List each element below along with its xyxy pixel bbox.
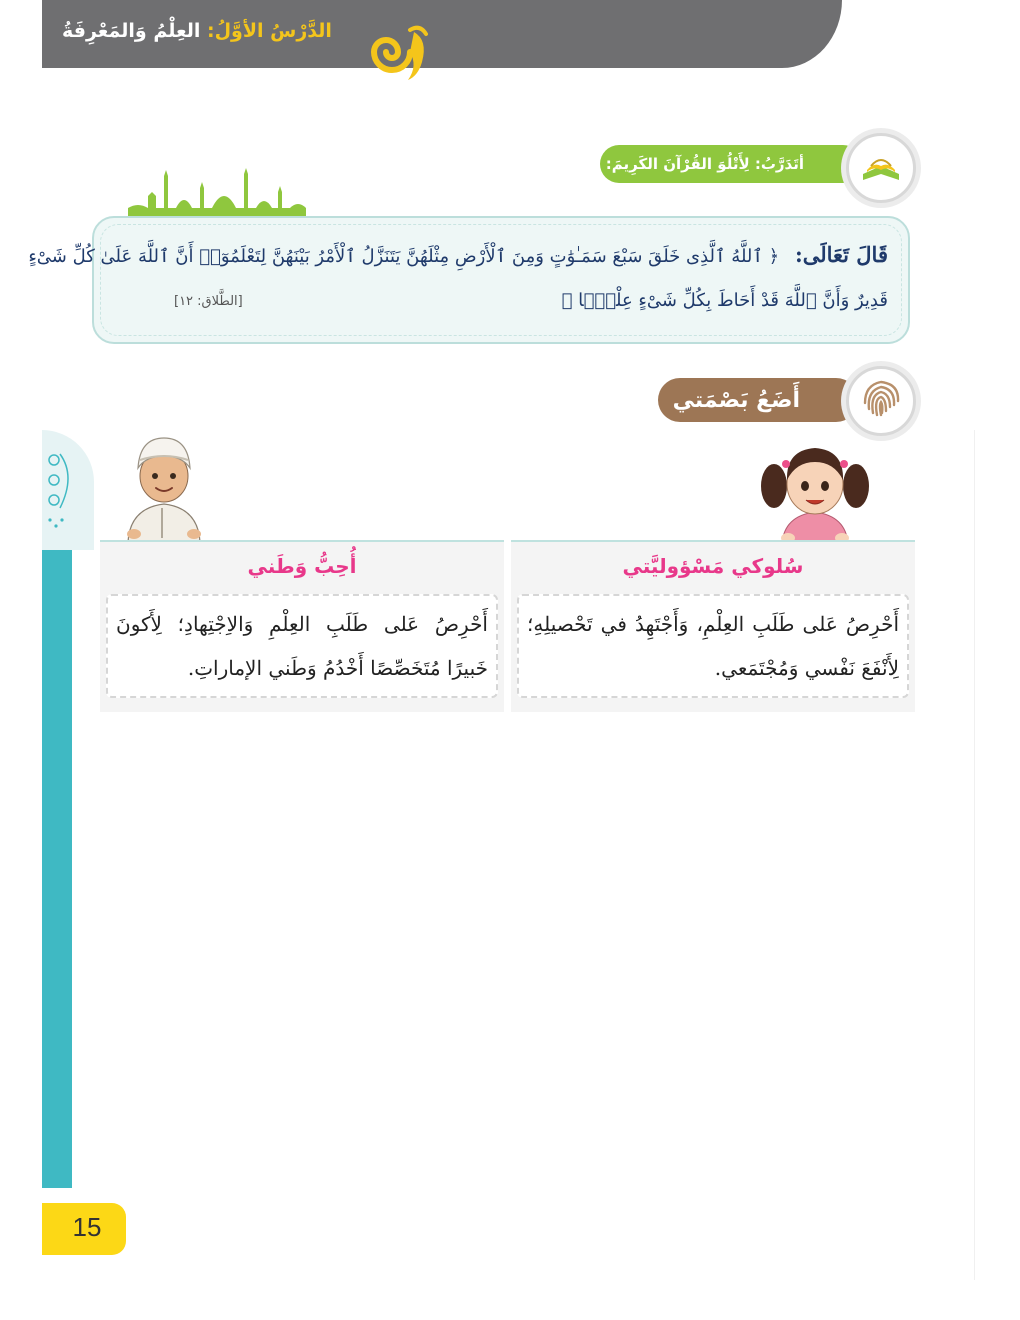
side-ornament-icon xyxy=(46,446,86,536)
fingerprint-section-title xyxy=(658,378,858,422)
verse-box xyxy=(28,216,910,344)
verse-text-2: قَدِيرٌ وَأَنَّ ٱللَّهَ قَدْ أَحَاطَ بِكُلِّ شَىْءٍ عِلْمًۢا ﴾ xyxy=(561,290,888,311)
verse-box-inner-border xyxy=(100,224,902,336)
verse-line-1 xyxy=(28,242,888,267)
quran-section-title-text: أتَدَرَّبُ: لِأَتْلُوَ القُرْآنَ الكَرِيمَ: xyxy=(605,155,804,173)
page-edge-line xyxy=(974,430,975,1280)
card-love-homeland xyxy=(100,540,504,712)
quran-section-title xyxy=(600,145,862,183)
fingerprint-icon xyxy=(849,369,913,433)
fingerprint-badge xyxy=(846,366,916,436)
header-band-base xyxy=(42,52,342,68)
fingerprint-section-title-text: أَضَعُ بَصْمَتي xyxy=(672,387,800,413)
open-quran-book-icon xyxy=(849,136,913,200)
card-right-title: سُلوكي مَسْؤوليَّتي xyxy=(622,554,804,578)
boy-character-image xyxy=(122,430,206,542)
verse-intro: قَالَ تَعَالَى: xyxy=(794,242,888,267)
lesson-label: الدَّرْسُ الأوَّلُ: xyxy=(206,20,332,42)
mosque-skyline-decoration xyxy=(128,162,306,218)
card-right-body: أَحْرِصُ عَلى طَلَبِ العِلْمِ، وَأَجْتَهِدُ في تَحْصيلِهِ؛ لِأَنْفَعَ نَفْسي وَمُجْتَمَعي. xyxy=(517,594,909,698)
card-left-title: أُحِبُّ وَطَني xyxy=(247,554,357,578)
card-my-behavior xyxy=(511,540,915,712)
lesson-name: العِلْمُ وَالمَعْرِفَةُ xyxy=(62,20,207,42)
page-number: 15 xyxy=(72,1212,102,1242)
verse-reference: [الطَّلاق: ١٢] xyxy=(174,294,243,309)
quran-badge xyxy=(846,133,916,203)
swirl-ornament-icon xyxy=(352,22,434,80)
girl-character-image xyxy=(760,436,870,544)
verse-text-1: ﴿ ٱللَّهُ ٱلَّذِى خَلَقَ سَبْعَ سَمَـٰوَٰتٍ وَمِنَ ٱلْأَرْضِ مِثْلَهُنَّ يَتَنَزَّلُ ٱلْأَمْرُ بَيْنَهُنَّ لِتَعْلَمُوٓا۟ أَنَّ ٱللَّهَ عَلَىٰ كُلِّ شَىْءٍ xyxy=(28,246,780,267)
lesson-title xyxy=(62,20,332,52)
card-left-body: أَحْرِصُ عَلى طَلَبِ العِلْمِ وَالاِجْتِهادِ؛ لِأَكونَ خَبيرًا مُتَخَصِّصًا أَخْدُمُ وَطَني الإماراتِ. xyxy=(106,594,498,698)
side-teal-bar xyxy=(42,440,72,1188)
